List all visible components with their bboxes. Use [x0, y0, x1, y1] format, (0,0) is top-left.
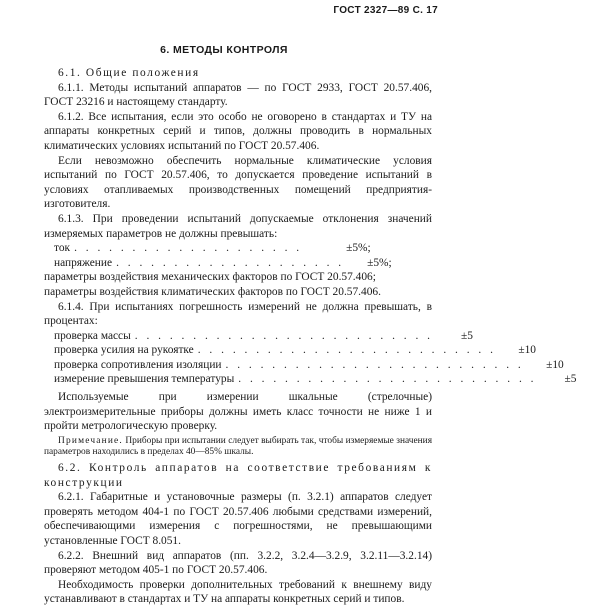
leader-dots: . . . . . . . . . . . . . . . . . . . . . . . . . . [197, 344, 496, 357]
error-value: ±5 [564, 373, 577, 386]
error-value: ±5 [461, 329, 473, 342]
error-row-handle-force [44, 343, 536, 358]
paragraph-6-1-3-b: параметры воздействия механических факторов по ГОСТ 20.57.406; [44, 271, 376, 284]
page-header: ГОСТ 2327—89 С. 17 [333, 5, 438, 16]
paragraph-6-1-1: 6.1.1. Методы испытаний аппаратов — по ГОСТ 2933, ГОСТ 20.57.406, ГОСТ 23216 и настоящему стандарту. [44, 81, 432, 109]
paragraph-6-1-2: 6.1.2. Все испытания, если это особо не оговорено в стандартах и ТУ на аппараты конкретных серий и типов, должны проводить в нормальных климатических условиях испытаний по ГОСТ 20.57.406. [44, 110, 432, 152]
error-value: ±10 [518, 344, 536, 357]
error-label: проверка усилия на рукоятке [54, 344, 194, 357]
deviation-label: напряжение [54, 256, 113, 269]
paragraph-6-2-1: 6.2.1. Габаритные и установочные размеры (п. 3.2.1) аппаратов следует проверять методом 404-1 по ГОСТ 20.57.406 любыми средствами измерений, обеспечивающими измерения с погрешностями, не превышающими установленные ГОСТ 8.051. [44, 491, 432, 547]
paragraph-6-1-3-c: параметры воздействия климатических факторов по ГОСТ 20.57.406. [44, 285, 381, 298]
paragraph-6-1-3: 6.1.3. При проведении испытаний допускаемые отклонения значений измеряемых параметров не должны превышать: [44, 212, 432, 240]
note [44, 436, 432, 459]
note-label: Примечание. [58, 435, 123, 446]
error-row-mass [44, 329, 473, 344]
error-value: ±10 [546, 358, 564, 371]
leader-dots: . . . . . . . . . . . . . . . . . . . . . . . . . . [238, 373, 537, 386]
error-label: проверка массы [54, 329, 131, 342]
error-label: измерение превышения температуры [54, 373, 235, 386]
document-body [44, 66, 577, 607]
error-row-insulation [44, 358, 564, 373]
leader-dots: . . . . . . . . . . . . . . . . . . . . [116, 256, 345, 269]
section-title: 6. МЕТОДЫ КОНТРОЛЯ [160, 44, 288, 56]
deviation-value: ±5%; [367, 256, 392, 269]
leader-dots: . . . . . . . . . . . . . . . . . . . . . . . . . . [225, 358, 524, 371]
subsection-title-6-1: 6.1. Общие положения [58, 67, 200, 79]
paragraph-6-1-4-b: Используемые при измерении шкальные (стрелочные) электроизмерительные приборы должны иметь класс точности не ниже 1 и пройти метрологическую проверку. [44, 391, 432, 433]
error-label: проверка сопротивления изоляции [54, 358, 222, 371]
error-row-temperature [44, 372, 577, 387]
deviation-value: ±5%; [346, 242, 371, 255]
subsection-title-6-2: 6.2. Контроль аппаратов на соответствие требованиям к конструкции [44, 462, 432, 489]
paragraph-6-1-4: 6.1.4. При испытаниях погрешность измерений не должна превышать, в процентах: [44, 300, 432, 328]
leader-dots: . . . . . . . . . . . . . . . . . . . . . . . . . . [134, 329, 433, 342]
paragraph-6-2-2-b: Необходимость проверки дополнительных требований к внешнему виду устанавливают в стандартах и ТУ на аппараты конкретных серий и типов. [44, 578, 432, 606]
leader-dots: . . . . . . . . . . . . . . . . . . . . [74, 242, 303, 255]
paragraph-6-1-2-b: Если невозможно обеспечить нормальные климатические условия испытаний по ГОСТ 20.57.406, то допускается проведение испытаний в условиях отапливаемых производственных помещений предприятия-изготовителя. [44, 154, 432, 211]
deviation-row-voltage [44, 256, 432, 271]
paragraph-6-2-2: 6.2.2. Внешний вид аппаратов (пп. 3.2.2, 3.2.4—3.2.9, 3.2.11—3.2.14) проверяют методом 405-1 по ГОСТ 20.57.406. [44, 549, 432, 577]
note-text: Приборы при испытании следует выбирать так, чтобы измеряемые значения параметров находились в пределах 40—85% шкалы. [44, 435, 433, 458]
deviation-row-current [44, 241, 432, 256]
deviation-label: ток [54, 242, 71, 255]
